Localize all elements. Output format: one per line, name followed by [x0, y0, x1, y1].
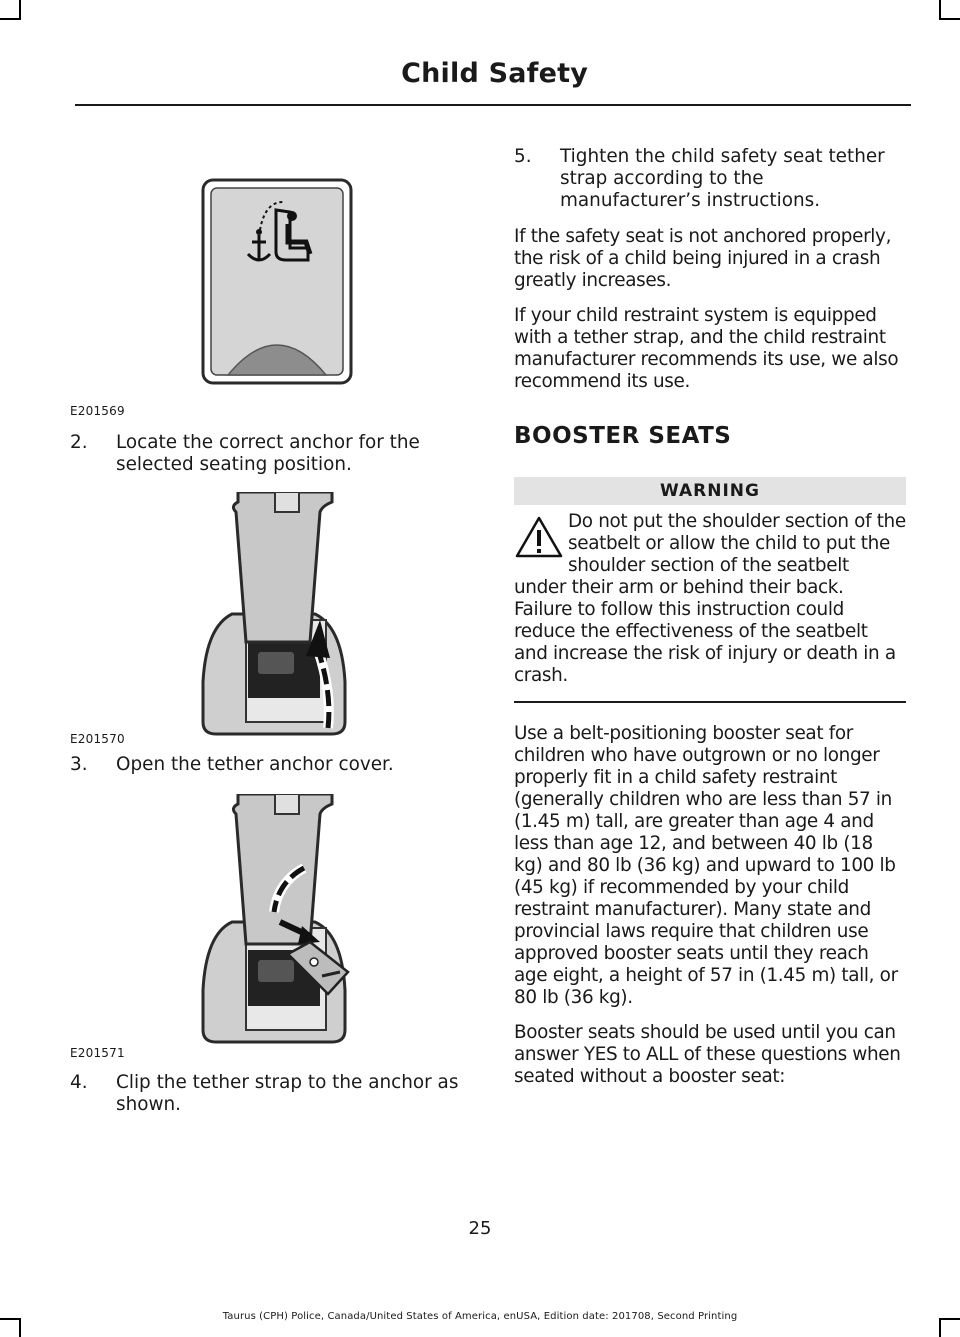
crop-mark [0, 18, 20, 20]
step-text: Tighten the child safety seat tether strap according to the manufacturer’s instructions. [560, 146, 885, 211]
anchor-cover-closed-illustration [70, 492, 465, 752]
step-5 [514, 146, 906, 212]
anchor-cover-open-illustration [70, 794, 465, 1064]
footer-text: Taurus (CPH) Police, Canada/United States of America, enUSA, Edition date: 201708, Second Printing [222, 1311, 738, 1322]
step-3 [70, 754, 465, 776]
crop-mark [939, 0, 941, 20]
section-heading: BOOSTER SEATS [514, 423, 732, 449]
crop-mark [940, 18, 960, 20]
page-number: 25 [468, 1218, 492, 1239]
step-number: 4. [70, 1072, 88, 1093]
right-column [514, 146, 906, 1101]
figure-open-cover [70, 794, 465, 1076]
step-number: 3. [70, 754, 88, 775]
step-text: Clip the tether strap to the anchor as shown. [116, 1072, 459, 1115]
step-text: Locate the correct anchor for the selected seating position. [116, 432, 420, 475]
warning-label: WARNING [514, 477, 906, 505]
step-text: Open the tether anchor cover. [116, 754, 394, 775]
step-4 [70, 1072, 465, 1116]
tether-anchor-symbol-illustration [70, 150, 465, 410]
figure-anchor-location [70, 492, 465, 766]
crop-mark [19, 0, 21, 20]
paragraph: If your child restraint system is equipped with a tether strap, and the child restraint manufacturer recommends its use, we also recommend its use. [514, 305, 899, 392]
page-title: Child Safety [401, 58, 588, 89]
warning-text: Do not put the shoulder section of the seatbelt or allow the child to put the shoulder section of the seatbelt under their arm or behind their back. Failure to follow this instruction could reduce the effectiveness of the seatbelt and increase the risk of injury or death in a crash. [514, 511, 906, 686]
figure-id: E201569 [70, 404, 125, 418]
step-number: 5. [514, 146, 532, 167]
header-rule [75, 104, 911, 106]
warning-box [514, 477, 906, 703]
figure-id: E201571 [70, 1046, 125, 1060]
left-column [70, 150, 465, 1138]
paragraph: Booster seats should be used until you can answer YES to ALL of these questions when seated without a booster seat: [514, 1022, 901, 1087]
paragraph: If the safety seat is not anchored properly, the risk of a child being injured in a crash greatly increases. [514, 226, 892, 291]
warning-triangle-icon [514, 515, 564, 559]
paragraph: Use a belt-positioning booster seat for children who have outgrown or no longer properly fit in a child safety restraint (generally children who are less than 57 in (1.45 m) tall, are greater than age 4 and less than age 12, and between 40 lb (18 kg) and 80 lb (36 kg) and upward to 100 lb (45 kg) if recommended by your child restraint manufacturer). Many state and provincial laws require that children use approved booster seats until they reach age eight, a height of 57 in (1.45 m) tall, or 80 lb (36 kg). [514, 723, 898, 1008]
warning-body [514, 505, 906, 703]
step-number: 2. [70, 432, 88, 453]
figure-tether-symbol [70, 150, 465, 422]
figure-id: E201570 [70, 732, 125, 746]
step-2 [70, 432, 465, 476]
